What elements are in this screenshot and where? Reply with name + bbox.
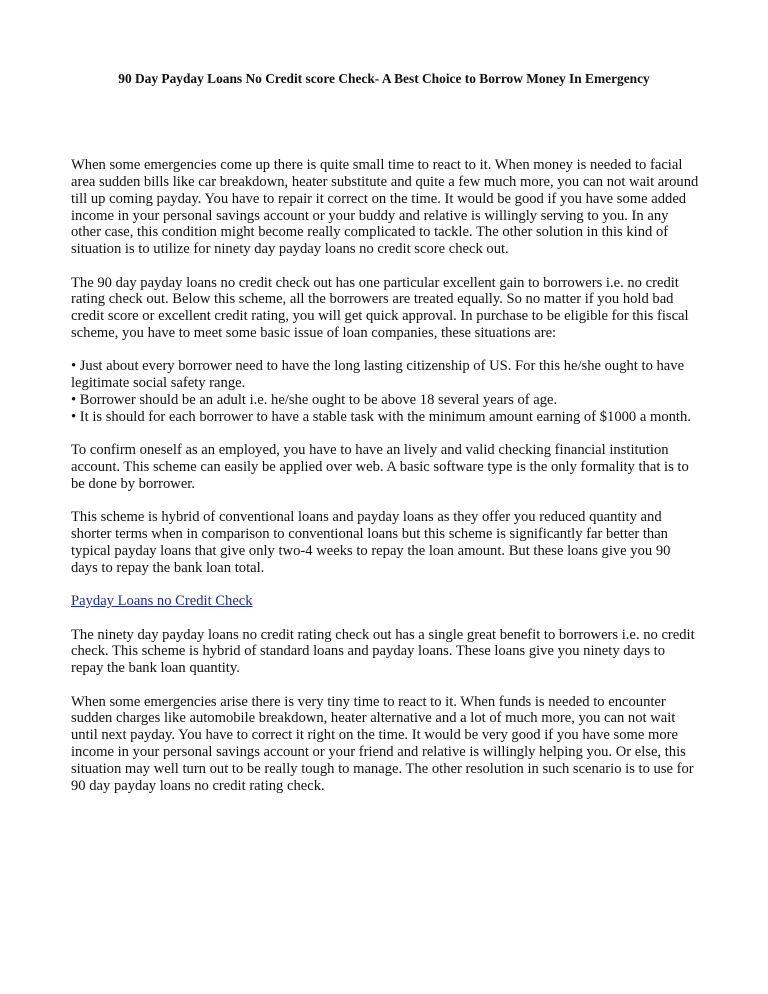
document-title: 90 Day Payday Loans No Credit score Check- A Best Choice to Borrow Money In Emergency — [118, 71, 650, 86]
paragraph: The ninety day payday loans no credit rating check out has a single great benefit to borrowers i.e. no credit check. This scheme is hybrid of standard loans and payday loans. These loans give you ninety days to repay the bank loan quantity. — [71, 626, 695, 677]
link-paragraph — [71, 593, 699, 610]
paragraph: When some emergencies come up there is quite small time to react to it. When money is needed to facial area sudden bills like car breakdown, heater substitute and quite a few much more, you can not wait around till up coming payday. You have to repair it correct on the time. It would be good if you have some added income in your personal savings account or your buddy and relative is willingly serving to you. In any other case, this condition might become really complicated to tackle. The other solution in this kind of situation is to utilize for ninety day payday loans no credit score check out. — [71, 157, 699, 258]
list-item: • It is should for each borrower to have a stable task with the minimum amount earning of $1000 a month. — [71, 408, 691, 425]
document-body — [71, 157, 699, 811]
paragraph: The 90 day payday loans no credit check out has one particular excellent gain to borrowers i.e. no credit rating check out. Below this scheme, all the borrowers are treated equally. So no matter if you hold bad credit score or excellent credit rating, you will get quick approval. In purchase to be eligible for this fiscal scheme, you have to meet some basic issue of loan companies, these situations are: — [71, 274, 689, 342]
payday-loans-link[interactable]: Payday Loans no Credit Check — [71, 593, 253, 610]
list-item: • Just about every borrower need to have the long lasting citizenship of US. For this he/she ought to have legitimate social safety range. — [71, 358, 685, 392]
list-item: • Borrower should be an adult i.e. he/she ought to be above 18 several years of age. — [71, 392, 558, 409]
paragraph: This scheme is hybrid of conventional loans and payday loans as they offer you reduced quantity and shorter terms when in comparison to conventional loans but this scheme is significantly far better than typical payday loans that give only two-4 weeks to repay the loan amount. But these loans give you 90 days to repay the bank loan total. — [71, 509, 671, 576]
paragraph: To confirm oneself as an employed, you have to have an lively and valid checking financial institution account. This scheme can easily be applied over web. A basic software type is the only formality that is to be done by borrower. — [71, 442, 689, 492]
paragraph: When some emergencies arise there is very tiny time to react to it. When funds is needed to encounter sudden charges like automobile breakdown, heater alternative and a lot of much more, you can not wait until next payday. You have to correct it right on the time. It would be very good if you have some more income in your personal savings account or your friend and relative is willingly helping you. Or else, this situation may well turn out to be really tough to manage. The other resolution in such scenario is to use for 90 day payday loans no credit rating check. — [71, 693, 694, 794]
eligibility-list — [71, 358, 699, 425]
